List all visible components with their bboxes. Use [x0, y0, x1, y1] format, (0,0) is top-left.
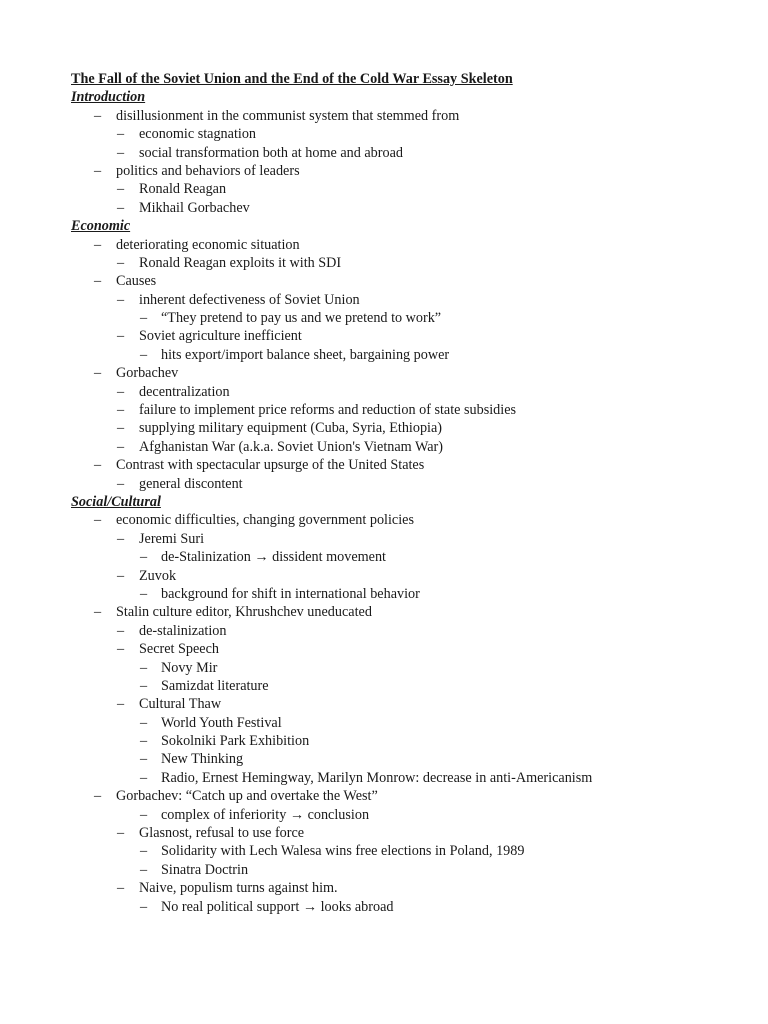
dash-bullet: –	[117, 420, 125, 437]
dash-bullet: –	[140, 714, 148, 731]
outline-item-level-3	[0, 732, 768, 750]
outline-item-text: Secret Speech	[139, 641, 219, 658]
outline-item-text: failure to implement price reforms and reduction of state subsidies	[139, 402, 517, 419]
outline-item-text: Gorbachev: “Catch up and overtake the West”	[116, 788, 378, 805]
dash-bullet: –	[94, 107, 102, 124]
outline-item-level-2	[0, 291, 768, 309]
dash-bullet: –	[94, 788, 102, 805]
outline-item-text: Stalin culture editor, Khrushchev uneducated	[116, 604, 372, 621]
dash-bullet: –	[117, 199, 125, 216]
dash-bullet: –	[140, 549, 148, 566]
outline-item-text: inherent defectiveness of Soviet Union	[139, 291, 360, 308]
outline-item-level-3	[0, 677, 768, 695]
outline-item-level-3	[0, 346, 768, 364]
outline-item-level-2	[0, 383, 768, 401]
outline-item-text: Causes	[116, 273, 157, 290]
outline-item-level-3	[0, 585, 768, 603]
document-title: The Fall of the Soviet Union and the End of the Cold War Essay Skeleton	[71, 71, 513, 87]
outline-item-text: World Youth Festival	[161, 714, 282, 731]
outline-item-text: Samizdat literature	[161, 677, 269, 694]
outline-item-text: Ronald Reagan exploits it with SDI	[139, 254, 342, 271]
outline-item-text: politics and behaviors of leaders	[116, 162, 300, 179]
outline-item-level-2	[0, 180, 768, 198]
dash-bullet: –	[117, 641, 125, 658]
dash-bullet: –	[140, 898, 148, 915]
dash-bullet: –	[140, 843, 148, 860]
dash-bullet: –	[117, 126, 125, 143]
dash-bullet: –	[117, 567, 125, 584]
outline-item-text: Naive, populism turns against him.	[139, 880, 338, 897]
dash-bullet: –	[94, 236, 102, 253]
dash-bullet: –	[117, 144, 125, 161]
dash-bullet: –	[117, 438, 125, 455]
section-heading: Introduction	[71, 89, 146, 106]
outline-item-text: Mikhail Gorbachev	[139, 199, 250, 216]
outline-item-level-2	[0, 254, 768, 272]
outline-item-level-1	[0, 603, 768, 621]
outline-item-level-3	[0, 842, 768, 860]
outline-item-level-3	[0, 714, 768, 732]
outline-item-text: Sokolniki Park Exhibition	[161, 733, 310, 750]
outline-item-text: de-Stalinization → dissident movement	[161, 549, 386, 566]
outline-item-text: Gorbachev	[116, 365, 179, 382]
outline	[0, 88, 768, 916]
outline-item-level-2	[0, 144, 768, 162]
outline-item-text: Afghanistan War (a.k.a. Soviet Union's Vietnam War)	[139, 438, 443, 455]
outline-item-text: Solidarity with Lech Walesa wins free elections in Poland, 1989	[161, 843, 525, 860]
outline-item-level-2	[0, 401, 768, 419]
dash-bullet: –	[117, 383, 125, 400]
outline-item-level-2	[0, 199, 768, 217]
dash-bullet: –	[140, 806, 148, 823]
section-heading: Economic	[71, 218, 131, 235]
dash-bullet: –	[117, 475, 125, 492]
outline-item-text: Sinatra Doctrin	[161, 861, 249, 878]
dash-bullet: –	[117, 880, 125, 897]
outline-item-level-2	[0, 695, 768, 713]
dash-bullet: –	[140, 861, 148, 878]
dash-bullet: –	[94, 273, 102, 290]
dash-bullet: –	[117, 291, 125, 308]
outline-item-text: Cultural Thaw	[139, 696, 222, 713]
outline-item-text: Zuvok	[139, 567, 177, 584]
dash-bullet: –	[94, 365, 102, 382]
outline-item-text: general discontent	[139, 475, 243, 492]
outline-item-level-1	[0, 364, 768, 382]
dash-bullet: –	[117, 696, 125, 713]
outline-item-text: Novy Mir	[161, 659, 218, 676]
outline-item-level-2	[0, 640, 768, 658]
outline-item-level-2	[0, 530, 768, 548]
dash-bullet: –	[117, 825, 125, 842]
outline-item-level-2	[0, 622, 768, 640]
outline-item-text: No real political support → looks abroad	[161, 898, 394, 915]
outline-item-level-3	[0, 861, 768, 879]
outline-item-level-3	[0, 309, 768, 327]
outline-item-level-2	[0, 567, 768, 585]
outline-item-level-3	[0, 898, 768, 916]
outline-item-level-2	[0, 125, 768, 143]
dash-bullet: –	[117, 530, 125, 547]
dash-bullet: –	[140, 659, 148, 676]
outline-item-level-1	[0, 456, 768, 474]
outline-item-text: supplying military equipment (Cuba, Syria, Ethiopia)	[139, 420, 443, 437]
outline-item-level-1	[0, 787, 768, 805]
outline-item-level-2	[0, 419, 768, 437]
outline-item-text: de-stalinization	[139, 622, 227, 639]
outline-item-level-3	[0, 769, 768, 787]
outline-item-level-2	[0, 438, 768, 456]
outline-item-text: background for shift in international behavior	[161, 585, 420, 602]
dash-bullet: –	[117, 402, 125, 419]
outline-item-level-1	[0, 162, 768, 180]
outline-item-level-3	[0, 548, 768, 566]
outline-item-level-1	[0, 236, 768, 254]
outline-item-text: disillusionment in the communist system that stemmed from	[116, 107, 460, 124]
dash-bullet: –	[140, 346, 148, 363]
dash-bullet: –	[117, 181, 125, 198]
dash-bullet: –	[140, 677, 148, 694]
outline-item-text: Radio, Ernest Hemingway, Marilyn Monrow: decrease in anti-Americanism	[161, 769, 593, 786]
dash-bullet: –	[140, 585, 148, 602]
dash-bullet: –	[140, 733, 148, 750]
outline-item-level-1	[0, 107, 768, 125]
outline-item-level-2	[0, 824, 768, 842]
outline-item-text: decentralization	[139, 383, 230, 400]
outline-item-text: hits export/import balance sheet, bargaining power	[161, 346, 450, 363]
outline-item-level-3	[0, 659, 768, 677]
outline-item-text: “They pretend to pay us and we pretend to work”	[161, 310, 442, 327]
outline-item-level-1	[0, 511, 768, 529]
outline-item-text: economic stagnation	[139, 126, 257, 143]
outline-item-level-2	[0, 327, 768, 345]
outline-item-text: New Thinking	[161, 751, 244, 768]
outline-item-level-3	[0, 750, 768, 768]
dash-bullet: –	[140, 769, 148, 786]
dash-bullet: –	[140, 310, 148, 327]
outline-item-text: Soviet agriculture inefficient	[139, 328, 302, 345]
outline-item-text: social transformation both at home and abroad	[139, 144, 403, 161]
outline-item-text: deteriorating economic situation	[116, 236, 300, 253]
outline-item-level-2	[0, 879, 768, 897]
outline-item-text: Ronald Reagan	[139, 181, 227, 198]
outline-item-text: Jeremi Suri	[139, 530, 205, 547]
dash-bullet: –	[94, 512, 102, 529]
outline-item-text: complex of inferiority → conclusion	[161, 806, 370, 823]
outline-item-level-2	[0, 475, 768, 493]
dash-bullet: –	[94, 604, 102, 621]
dash-bullet: –	[140, 751, 148, 768]
dash-bullet: –	[94, 457, 102, 474]
dash-bullet: –	[117, 254, 125, 271]
outline-item-level-1	[0, 272, 768, 290]
outline-item-text: Glasnost, refusal to use force	[139, 825, 305, 842]
outline-item-level-3	[0, 806, 768, 824]
dash-bullet: –	[117, 328, 125, 345]
section-heading: Social/Cultural	[71, 493, 161, 510]
dash-bullet: –	[94, 162, 102, 179]
outline-item-text: Contrast with spectacular upsurge of the United States	[116, 457, 425, 474]
outline-item-text: economic difficulties, changing government policies	[116, 512, 414, 529]
dash-bullet: –	[117, 622, 125, 639]
